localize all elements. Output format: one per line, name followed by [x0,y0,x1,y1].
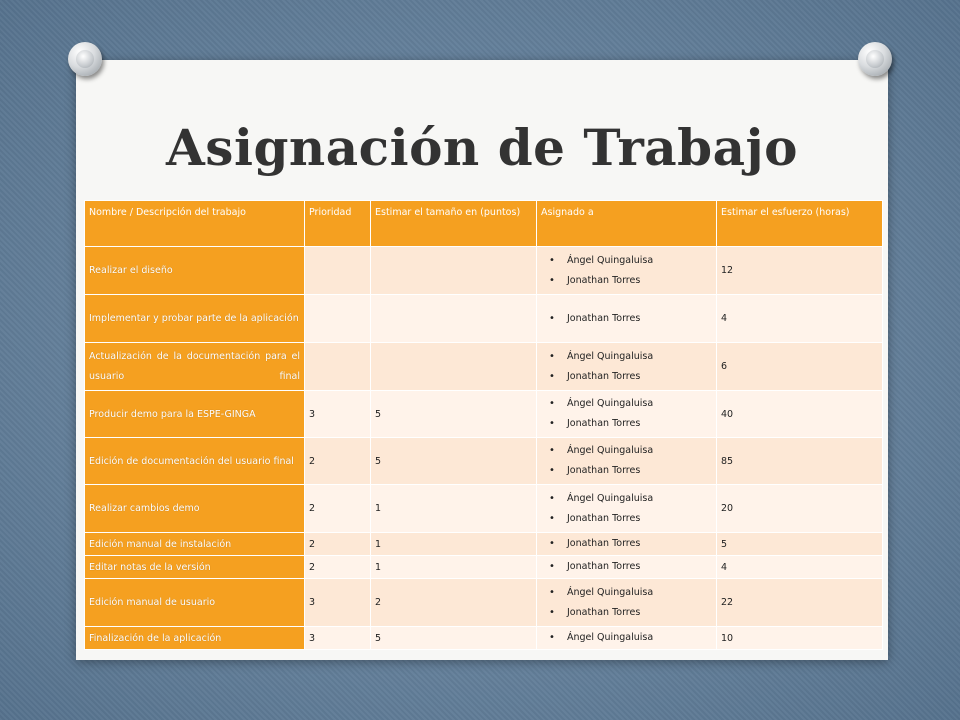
header-assigned: Asignado a [537,201,717,247]
header-size: Estimar el tamaño en (puntos) [371,201,537,247]
priority-cell: 3 [305,627,371,650]
effort-cell: 12 [717,247,883,295]
priority-cell: 2 [305,438,371,485]
assignee-item: • Jonathan Torres [541,509,712,529]
assignee-item: • Jonathan Torres [541,557,712,577]
size-cell: 5 [371,627,537,650]
assignee-item: • Ángel Quingaluisa [541,489,712,509]
size-cell [371,295,537,343]
table-row [85,438,883,485]
task-cell: Edición manual de instalación [85,533,305,556]
priority-cell: 3 [305,391,371,438]
task-cell: Finalización de la aplicación [85,627,305,650]
priority-cell [305,247,371,295]
assignee-item: • Ángel Quingaluisa [541,583,712,603]
table-row [85,247,883,295]
effort-cell: 20 [717,485,883,533]
assignee-item: • Jonathan Torres [541,534,712,554]
assigned-cell [537,533,717,556]
priority-cell: 3 [305,579,371,627]
assignee-item: • Ángel Quingaluisa [541,347,712,367]
size-cell: 5 [371,438,537,485]
priority-cell [305,295,371,343]
pushpin-icon-right [858,42,892,76]
assignee-item: • Jonathan Torres [541,367,712,387]
assigned-cell [537,579,717,627]
table-row [85,579,883,627]
size-cell: 5 [371,391,537,438]
task-cell: Edición de documentación del usuario final [85,438,305,485]
assigned-cell [537,391,717,438]
priority-cell: 2 [305,556,371,579]
header-priority: Prioridad [305,201,371,247]
assignee-item: • Ángel Quingaluisa [541,628,712,648]
size-cell: 1 [371,556,537,579]
header-effort: Estimar el esfuerzo (horas) [717,201,883,247]
effort-cell: 22 [717,579,883,627]
priority-cell: 2 [305,533,371,556]
task-cell: Editar notas de la versión [85,556,305,579]
assignee-item: • Jonathan Torres [541,461,712,481]
assignee-item: • Ángel Quingaluisa [541,251,712,271]
effort-cell: 6 [717,343,883,391]
table-row [85,556,883,579]
effort-cell: 4 [717,295,883,343]
assignee-item: • Ángel Quingaluisa [541,394,712,414]
table-row [85,391,883,438]
task-cell: Actualización de la documentación para el usuario final [85,343,305,391]
task-cell: Producir demo para la ESPE-GINGA [85,391,305,438]
table-row [85,343,883,391]
assigned-cell [537,627,717,650]
assignee-item: • Jonathan Torres [541,603,712,623]
assignee-item: • Jonathan Torres [541,271,712,291]
effort-cell: 4 [717,556,883,579]
table-row [85,627,883,650]
slide-title: Asignación de Trabajo [166,118,798,177]
size-cell [371,247,537,295]
assigned-cell [537,438,717,485]
task-cell: Implementar y probar parte de la aplicación [85,295,305,343]
assignee-item: • Jonathan Torres [541,414,712,434]
effort-cell: 40 [717,391,883,438]
size-cell [371,343,537,391]
header-task: Nombre / Descripción del trabajo [85,201,305,247]
task-cell: Realizar cambios demo [85,485,305,533]
assigned-cell [537,295,717,343]
priority-cell [305,343,371,391]
assignee-item: • Jonathan Torres [541,309,712,329]
table-row [85,295,883,343]
task-cell: Edición manual de usuario [85,579,305,627]
table-header-row [85,201,883,247]
assigned-cell [537,247,717,295]
work-assignment-table [84,200,883,650]
size-cell: 2 [371,579,537,627]
assigned-cell [537,343,717,391]
assigned-cell [537,556,717,579]
task-cell: Realizar el diseño [85,247,305,295]
effort-cell: 10 [717,627,883,650]
table-row [85,485,883,533]
assignee-item: • Ángel Quingaluisa [541,441,712,461]
pushpin-icon-left [68,42,102,76]
size-cell: 1 [371,485,537,533]
effort-cell: 85 [717,438,883,485]
table-row [85,533,883,556]
assigned-cell [537,485,717,533]
size-cell: 1 [371,533,537,556]
effort-cell: 5 [717,533,883,556]
priority-cell: 2 [305,485,371,533]
